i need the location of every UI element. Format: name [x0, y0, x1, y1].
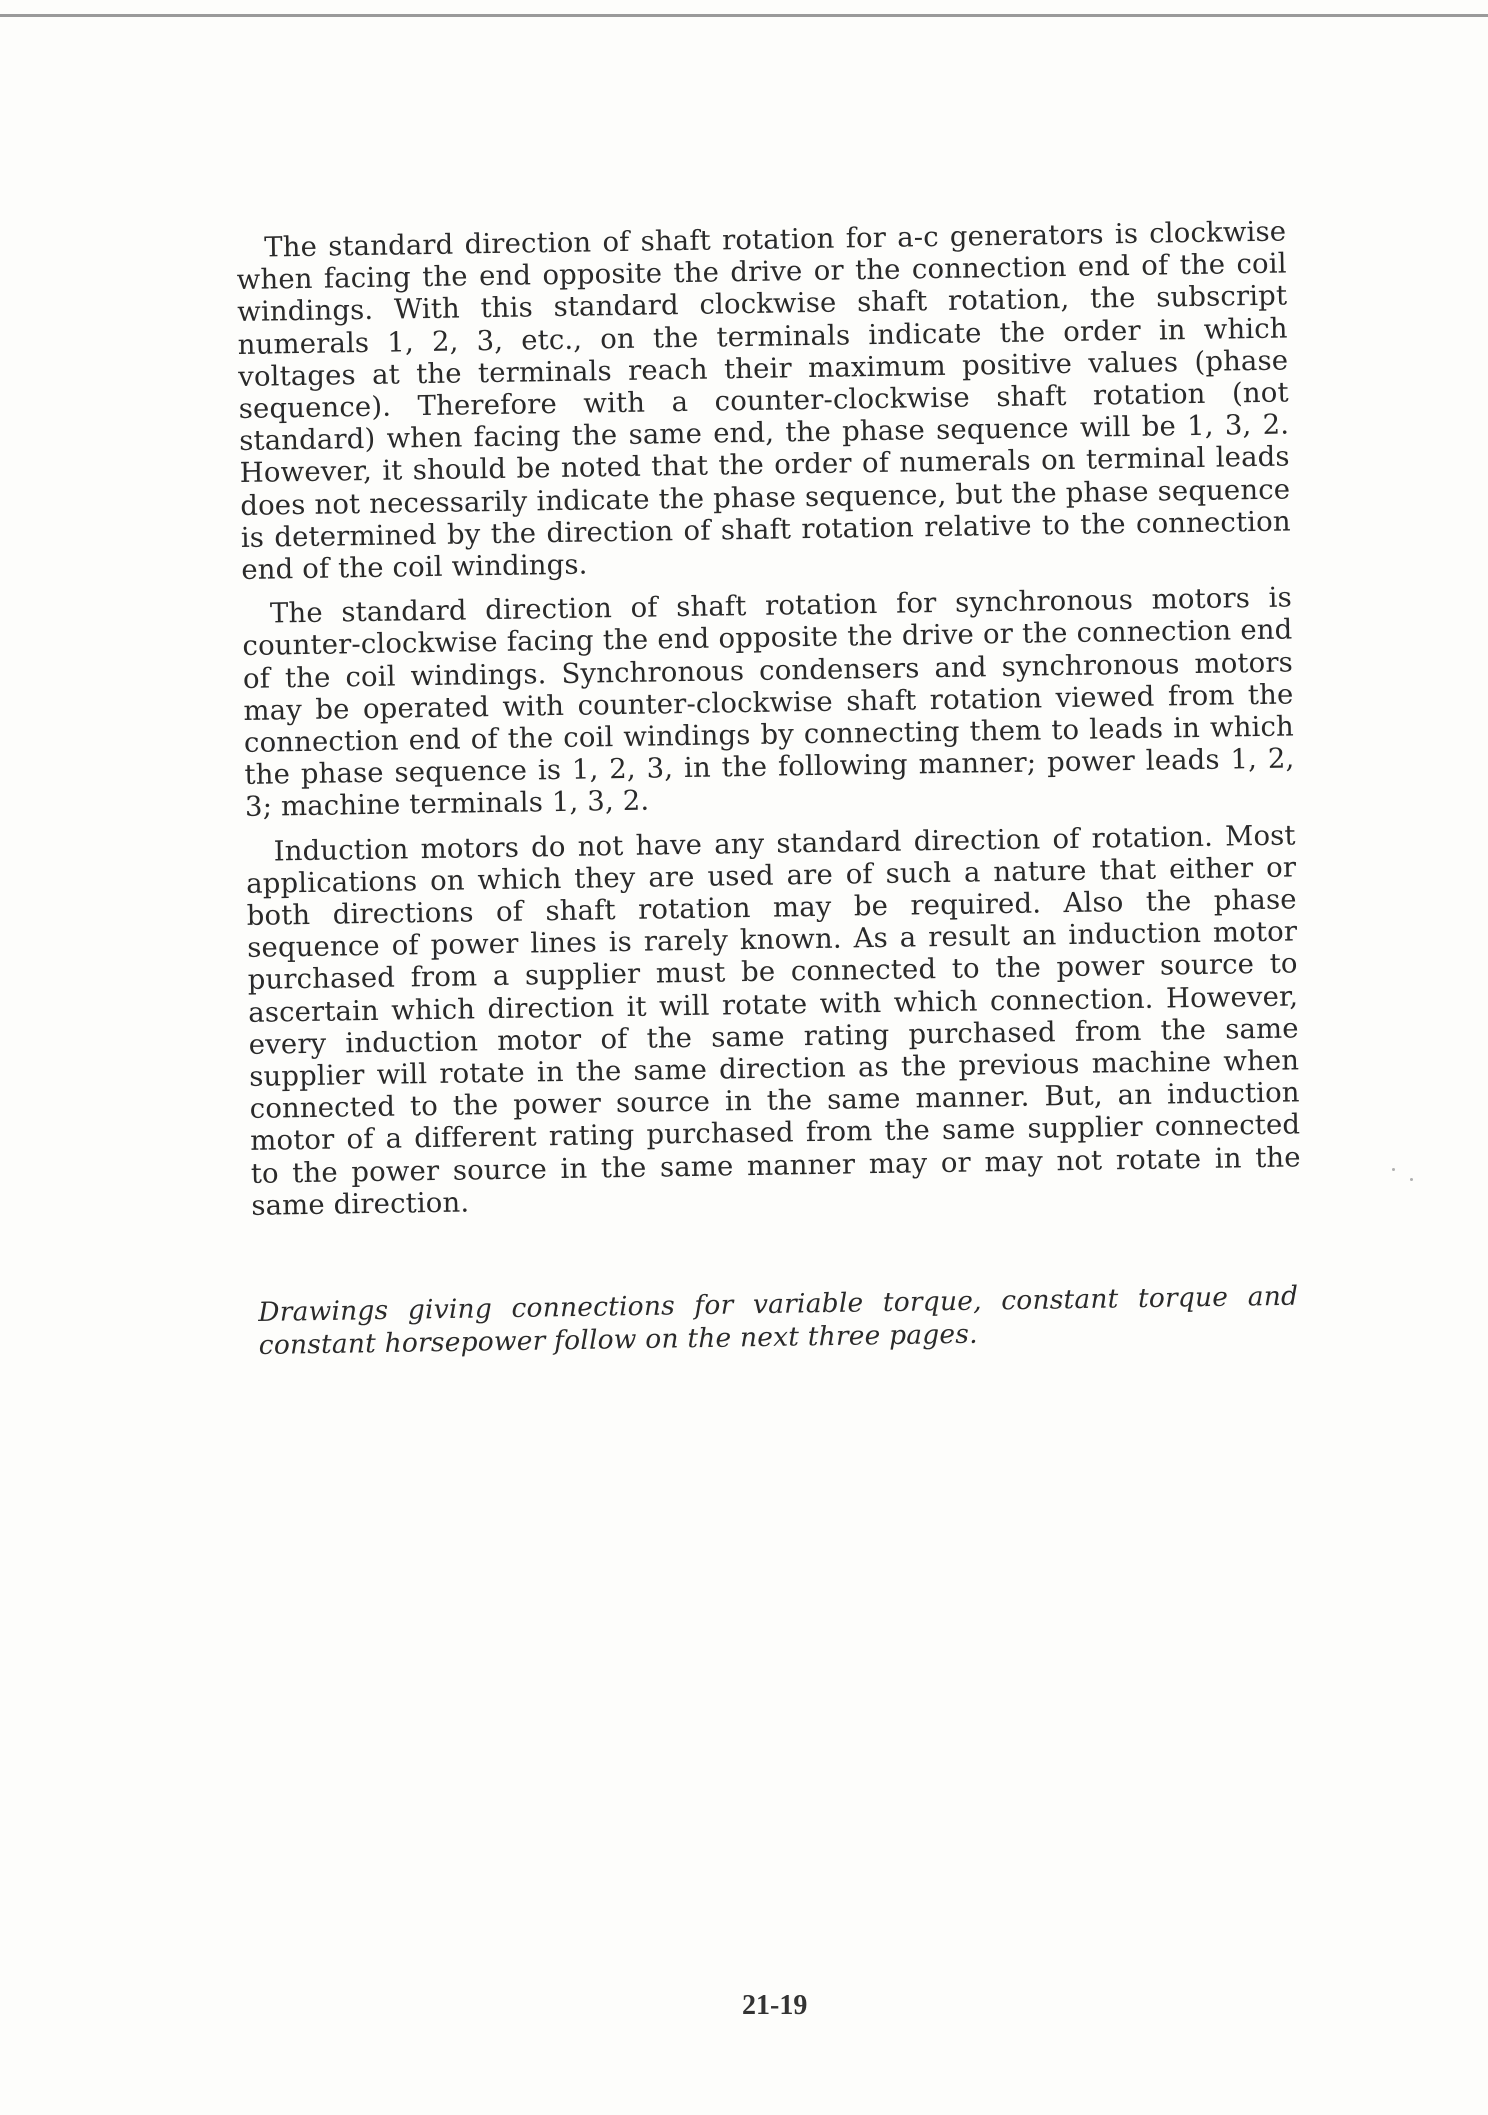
body-text: [236, 216, 1302, 1234]
page-number: 21-19: [742, 1990, 808, 2021]
top-scan-edge-rule: [0, 14, 1488, 17]
scan-speck: [1410, 1178, 1413, 1181]
paragraph-generator-rotation: The standard direction of shaft rotation for a-c generators is clockwise when facing the end opposite the drive or the connection end of the coil windings. With this standard clockwise shaft rotation, the subscript numerals 1, 2, 3, etc., on the terminals indicate the order in which voltages at the terminals reach their maximum positive values (phase sequence). Therefore with a counter-clockwise shaft rotation (not standard) when facing the same end, the phase sequence will be 1, 3, 2. However, it should be noted that the order of numerals on terminal leads does not necessarily indicate the phase sequence, but the phase sequence is determined by the direction of shaft rotation relative to the connection end of the coil windings.: [236, 215, 1291, 586]
paragraph-induction-motor-rotation: Induction motors do not have any standard direction of rotation. Most applications on which they are used are of such a nature that either or both directions of shaft rotation may be required. Also the phase sequence of power lines is rarely known. As a result an induction motor purchased from a supplier must be connected to the power source to ascertain which direction it will rotate with which connection. However, every induction motor of the same rating purchased from the same supplier will rotate in the same direction as the previous machine when connected to the power source in the same manner. But, an induction motor of a different rating purchased from the same supplier connected to the power source in the same manner may or may not rotate in the same direction.: [245, 819, 1301, 1222]
paragraph-synchronous-motor-rotation: The standard direction of shaft rotation for synchronous motors is counter-clockwise facing the end opposite the drive or the connection end of the coil windings. Synchronous condensers and synchronous motors may be operated with counter-clockwise shaft rotation viewed from the connection end of the coil windings by connecting them to leads in which the phase sequence is 1, 2, 3, in the following manner; power leads 1, 2, 3; machine terminals 1, 3, 2.: [242, 581, 1295, 824]
drawings-note: Drawings giving connections for variable torque, constant torque and constant horsepower follow on the next three pages.: [258, 1280, 1299, 1361]
scan-speck: [1392, 1168, 1395, 1171]
